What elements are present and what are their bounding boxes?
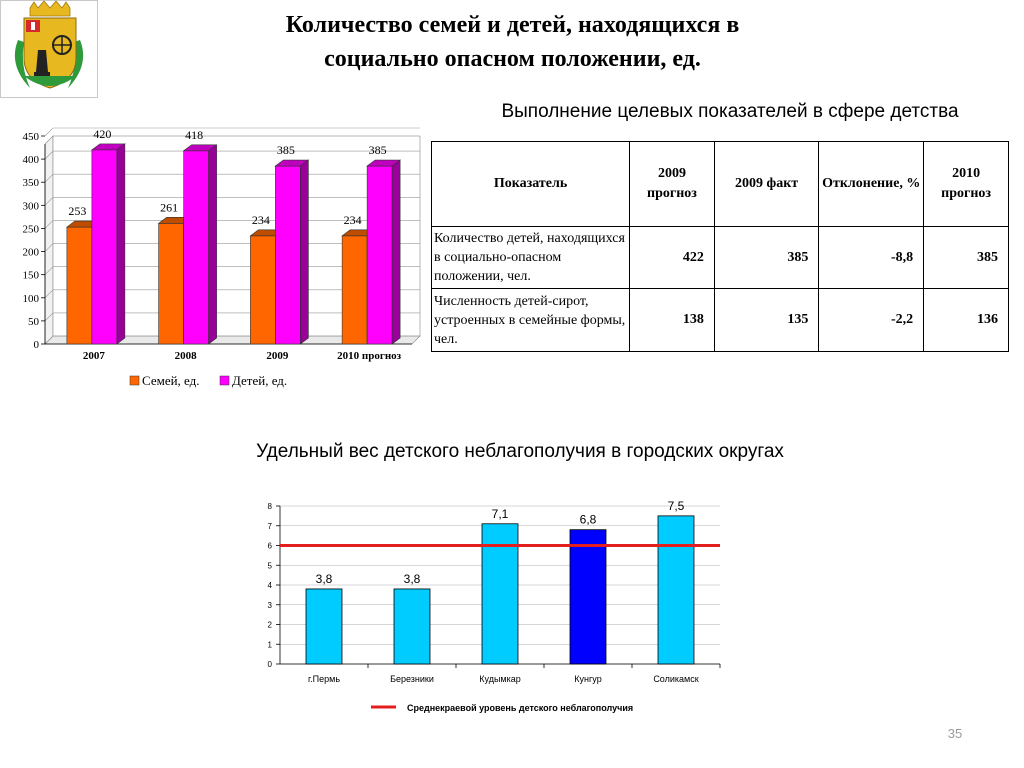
x-tick-label: 2008: [174, 350, 197, 362]
data-label: 3,8: [315, 571, 333, 586]
y-tick-label: 100: [22, 292, 39, 305]
y-tick-label: 350: [22, 177, 39, 190]
y-tick-label: 450: [22, 131, 39, 143]
header-deviation: Отклонение, %: [819, 142, 924, 227]
data-label: 3,8: [403, 571, 421, 586]
data-label: 7,1: [491, 506, 509, 521]
bar-front: [67, 227, 92, 344]
cell-2009-fact: 135: [714, 289, 818, 352]
header-2009-fact: 2009 факт: [714, 142, 818, 227]
cell-2010-forecast: 136: [924, 289, 1009, 352]
table-row: [432, 227, 1009, 289]
y-tick-label: 3: [267, 600, 272, 610]
chart2-heading: Удельный вес детского неблагополучия в городских округах: [256, 441, 784, 462]
data-label: 385: [368, 143, 387, 158]
cell-2009-forecast: 138: [630, 289, 715, 352]
title-line-1: Количество семей и детей, находящихся в: [285, 12, 740, 38]
y-tick-label: 0: [267, 660, 272, 669]
legend-label: Среднекраевой уровень детского неблагополучия: [407, 703, 634, 713]
header-indicator: Показатель: [432, 142, 630, 227]
bar-front: [250, 236, 275, 344]
table-row: [432, 289, 1009, 352]
data-label: 234: [251, 212, 270, 227]
y-tick-label: 2: [267, 620, 272, 630]
table-header-row: [432, 142, 1009, 227]
bar-side: [209, 145, 217, 344]
data-label: 385: [276, 143, 295, 158]
x-tick-label: 2010 прогноз: [337, 350, 402, 362]
bar: [658, 516, 694, 664]
y-tick-label: 1: [267, 640, 272, 650]
y-tick-label: 200: [22, 246, 39, 259]
y-tick-label: 300: [22, 200, 39, 213]
x-tick-label: Березники: [390, 674, 434, 684]
bar-side: [392, 160, 400, 344]
y-tick-label: 6: [267, 541, 272, 551]
y-tick-label: 4: [267, 581, 272, 590]
bar: [306, 589, 342, 664]
row-label: Количество детей, находящихся в социально-опасном положении, чел.: [432, 227, 630, 289]
y-tick-label: 150: [22, 269, 39, 282]
page-title: [200, 8, 825, 76]
y-tick-label: 50: [28, 315, 39, 328]
x-tick-label: г.Пермь: [307, 674, 341, 684]
cell-deviation: -2,2: [819, 289, 924, 352]
bar-front: [342, 236, 367, 344]
data-label: 6,8: [579, 512, 597, 527]
y-tick-label: 5: [267, 561, 272, 571]
indicators-table: [431, 141, 1009, 352]
bar-front: [159, 223, 184, 344]
data-label: 261: [160, 200, 179, 215]
legend-swatch: [220, 376, 229, 385]
cell-deviation: -8,8: [819, 227, 924, 289]
families-children-chart: [0, 125, 425, 400]
legend-label: Детей, ед.: [232, 373, 288, 388]
data-label: 7,5: [667, 498, 685, 513]
bar-front: [275, 166, 300, 344]
bar: [394, 589, 430, 664]
bar-front: [367, 166, 392, 344]
y-tick-label: 7: [267, 521, 272, 531]
y-tick-label: 250: [22, 223, 39, 236]
y-tick-label: 0: [33, 339, 39, 351]
cell-2009-fact: 385: [714, 227, 818, 289]
x-tick-label: 2009: [266, 350, 289, 362]
bar-side: [300, 160, 308, 344]
row-label: Численность детей-сирот, устроенных в семейные формы, чел.: [432, 289, 630, 352]
bar-side: [117, 144, 125, 344]
bar-front: [92, 150, 117, 344]
coat-of-arms-logo: [0, 0, 98, 98]
x-tick-label: 2007: [82, 350, 105, 362]
data-label: 234: [343, 212, 362, 227]
data-label: 418: [185, 127, 204, 142]
bar-front: [184, 151, 209, 344]
x-tick-label: Кунгур: [574, 674, 602, 684]
page-number: 35: [947, 726, 963, 741]
header-2009-forecast: 2009 прогноз: [630, 142, 715, 227]
data-label: 420: [93, 126, 112, 141]
legend-swatch: [130, 376, 139, 385]
y-tick-label: 8: [267, 502, 272, 511]
chart-side-wall: [45, 136, 53, 344]
legend-label: Семей, ед.: [142, 373, 200, 388]
cell-2009-forecast: 422: [630, 227, 715, 289]
bar: [570, 530, 606, 664]
x-tick-label: Соликамск: [653, 674, 699, 684]
header-2010-forecast: 2010 прогноз: [924, 142, 1009, 227]
districts-chart: [255, 495, 725, 720]
title-line-2: социально опасном положении, ед.: [324, 46, 701, 72]
x-tick-label: Кудымкар: [479, 674, 521, 684]
cell-2010-forecast: 385: [924, 227, 1009, 289]
y-tick-label: 400: [22, 154, 39, 167]
data-label: 253: [68, 204, 87, 219]
table-heading: Выполнение целевых показателей в сфере детства: [501, 101, 959, 122]
